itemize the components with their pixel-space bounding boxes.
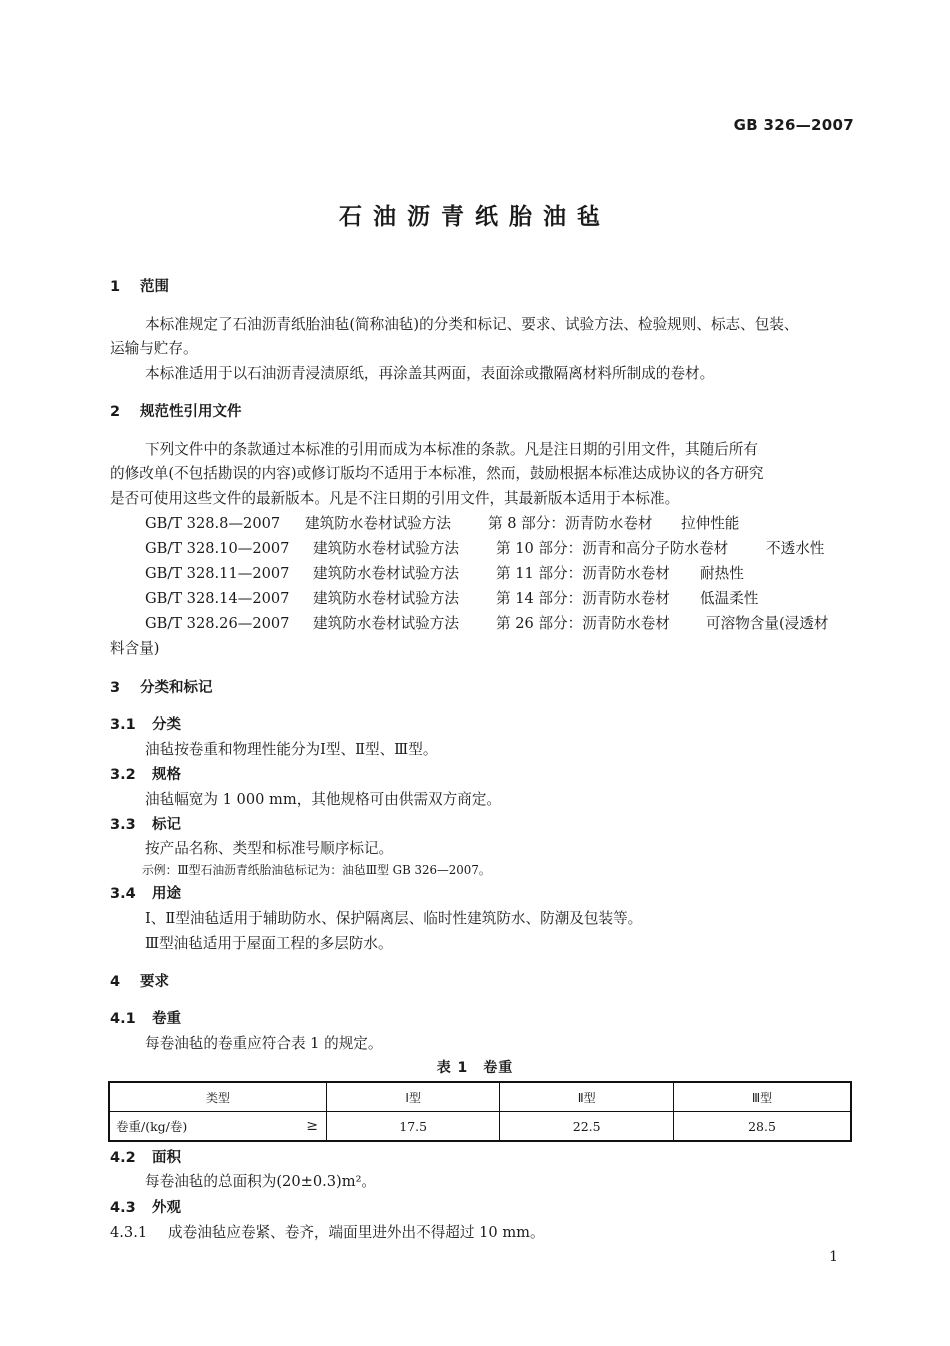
subsection-heading — [110, 763, 181, 784]
reference-part: 第 11 部分：沥青防水卷材 — [496, 565, 670, 582]
table-header-row — [109, 1082, 851, 1112]
paragraph: Ⅲ型油毡适用于屋面工程的多层防水。 — [145, 935, 393, 952]
section-number: 2 — [110, 404, 121, 420]
subsection-title: 面积 — [152, 1150, 181, 1166]
paragraph-continued: 的修改单(不包括勘误的内容)或修订版均不适用于本标准，然而，鼓励根据本标准达成协议的各方研究 — [110, 465, 764, 482]
section-title: 范围 — [140, 279, 169, 295]
paragraph-continued: 运输与贮存。 — [110, 340, 198, 357]
reference-item — [145, 612, 828, 633]
paragraph: 下列文件中的条款通过本标准的引用而成为本标准的条款。凡是注日期的引用文件，其随后所有 — [145, 441, 758, 458]
subsection-title: 外观 — [152, 1200, 181, 1216]
subsection-title: 用途 — [152, 886, 181, 902]
clause — [110, 1221, 545, 1242]
reference-code: GB/T 328.10—2007 — [145, 540, 290, 557]
section-number: 1 — [110, 279, 121, 295]
table-cell: 17.5 — [326, 1112, 500, 1142]
subsection-number: 3.1 — [110, 717, 136, 733]
subsection-heading — [110, 813, 181, 834]
reference-code: GB/T 328.14—2007 — [145, 590, 290, 607]
table-row-label — [109, 1112, 326, 1142]
section-title: 要求 — [140, 974, 169, 990]
paragraph-continued: 是否可使用这些文件的最新版本。凡是不注日期的引用文件，其最新版本适用于本标准。 — [110, 490, 680, 507]
table-cell: 22.5 — [500, 1112, 674, 1142]
subsection-heading — [110, 1146, 181, 1167]
subsection-number: 3.2 — [110, 767, 136, 783]
section-1-heading — [110, 275, 169, 296]
table-header-cell: Ⅰ型 — [326, 1082, 500, 1112]
subsection-title: 规格 — [152, 767, 181, 783]
section-title: 规范性引用文件 — [140, 404, 242, 420]
table-header-cell: Ⅲ型 — [673, 1082, 851, 1112]
subsection-heading — [110, 713, 181, 734]
reference-code: GB/T 328.11—2007 — [145, 565, 290, 582]
subsection-heading — [110, 1007, 181, 1028]
section-title: 分类和标记 — [140, 680, 213, 696]
paragraph: 本标准规定了石油沥青纸胎油毡(简称油毡)的分类和标记、要求、试验方法、检验规则、标志、包装、 — [145, 316, 799, 333]
section-2-heading — [110, 400, 242, 421]
reference-item — [145, 537, 824, 558]
subsection-title: 卷重 — [152, 1011, 181, 1027]
subsection-number: 3.3 — [110, 817, 136, 833]
reference-part: 第 10 部分：沥青和高分子防水卷材 — [496, 540, 729, 557]
row-label-text: 卷重/(kg/卷) — [116, 1119, 188, 1134]
standard-number: GB 326—2007 — [733, 116, 854, 134]
reference-code: GB/T 328.8—2007 — [145, 515, 281, 532]
reference-name: 建筑防水卷材试验方法 — [305, 515, 451, 532]
section-3-heading — [110, 676, 213, 697]
example-note: 示例：Ⅲ型石油沥青纸胎油毡标记为：油毡Ⅲ型 GB 326—2007。 — [142, 863, 491, 877]
clause-number: 4.3.1 — [110, 1224, 148, 1241]
paragraph: 按产品名称、类型和标准号顺序标记。 — [145, 840, 394, 857]
reference-continued: 料含量) — [110, 640, 160, 657]
table-header-cell: Ⅱ型 — [500, 1082, 674, 1112]
subsection-title: 分类 — [152, 717, 181, 733]
subsection-number: 3.4 — [110, 886, 136, 902]
table-cell: 28.5 — [673, 1112, 851, 1142]
roll-weight-table — [108, 1081, 852, 1142]
reference-part: 第 14 部分：沥青防水卷材 — [496, 590, 670, 607]
reference-name: 建筑防水卷材试验方法 — [313, 590, 459, 607]
subsection-heading — [110, 1196, 181, 1217]
reference-name: 建筑防水卷材试验方法 — [313, 565, 459, 582]
document-title: 石油沥青纸胎油毡 — [339, 204, 611, 230]
clause-text: 成卷油毡应卷紧、卷齐，端面里进外出不得超过 10 mm。 — [168, 1224, 545, 1241]
paragraph: 油毡按卷重和物理性能分为Ⅰ型、Ⅱ型、Ⅲ型。 — [145, 741, 438, 758]
reference-item — [145, 587, 758, 608]
subsection-heading — [110, 882, 181, 903]
section-number: 4 — [110, 974, 121, 990]
reference-part: 第 8 部分：沥青防水卷材 — [488, 515, 653, 532]
subsection-number: 4.3 — [110, 1200, 136, 1216]
reference-name: 建筑防水卷材试验方法 — [313, 540, 459, 557]
reference-code: GB/T 328.26—2007 — [145, 615, 290, 632]
paragraph: 每卷油毡的卷重应符合表 1 的规定。 — [145, 1035, 383, 1052]
reference-item-name: 耐热性 — [700, 565, 744, 582]
reference-name: 建筑防水卷材试验方法 — [313, 615, 459, 632]
section-number: 3 — [110, 680, 121, 696]
subsection-number: 4.1 — [110, 1011, 136, 1027]
reference-part: 第 26 部分：沥青防水卷材 — [496, 615, 670, 632]
paragraph: Ⅰ、Ⅱ型油毡适用于辅助防水、保护隔离层、临时性建筑防水、防潮及包装等。 — [145, 910, 643, 927]
subsection-title: 标记 — [152, 817, 181, 833]
subsection-number: 4.2 — [110, 1150, 136, 1166]
paragraph: 本标准适用于以石油沥青浸渍原纸，再涂盖其两面，表面涂或撒隔离材料所制成的卷材。 — [145, 365, 715, 382]
greater-equal-symbol: ≥ — [306, 1118, 318, 1134]
table-row — [109, 1112, 851, 1142]
paragraph: 油毡幅宽为 1 000 mm，其他规格可由供需双方商定。 — [145, 791, 502, 808]
reference-item-name: 拉伸性能 — [681, 515, 740, 532]
table-caption: 表 1 卷重 — [436, 1060, 514, 1076]
page-number: 1 — [829, 1249, 838, 1265]
section-4-heading — [110, 970, 169, 991]
reference-item-name: 可溶物含量(浸透材 — [706, 615, 829, 632]
reference-item — [145, 512, 739, 533]
paragraph: 每卷油毡的总面积为(20±0.3)m²。 — [145, 1173, 377, 1190]
reference-item-name: 不透水性 — [766, 540, 825, 557]
table-header-cell: 类型 — [109, 1082, 326, 1112]
reference-item-name: 低温柔性 — [700, 590, 759, 607]
reference-item — [145, 562, 744, 583]
